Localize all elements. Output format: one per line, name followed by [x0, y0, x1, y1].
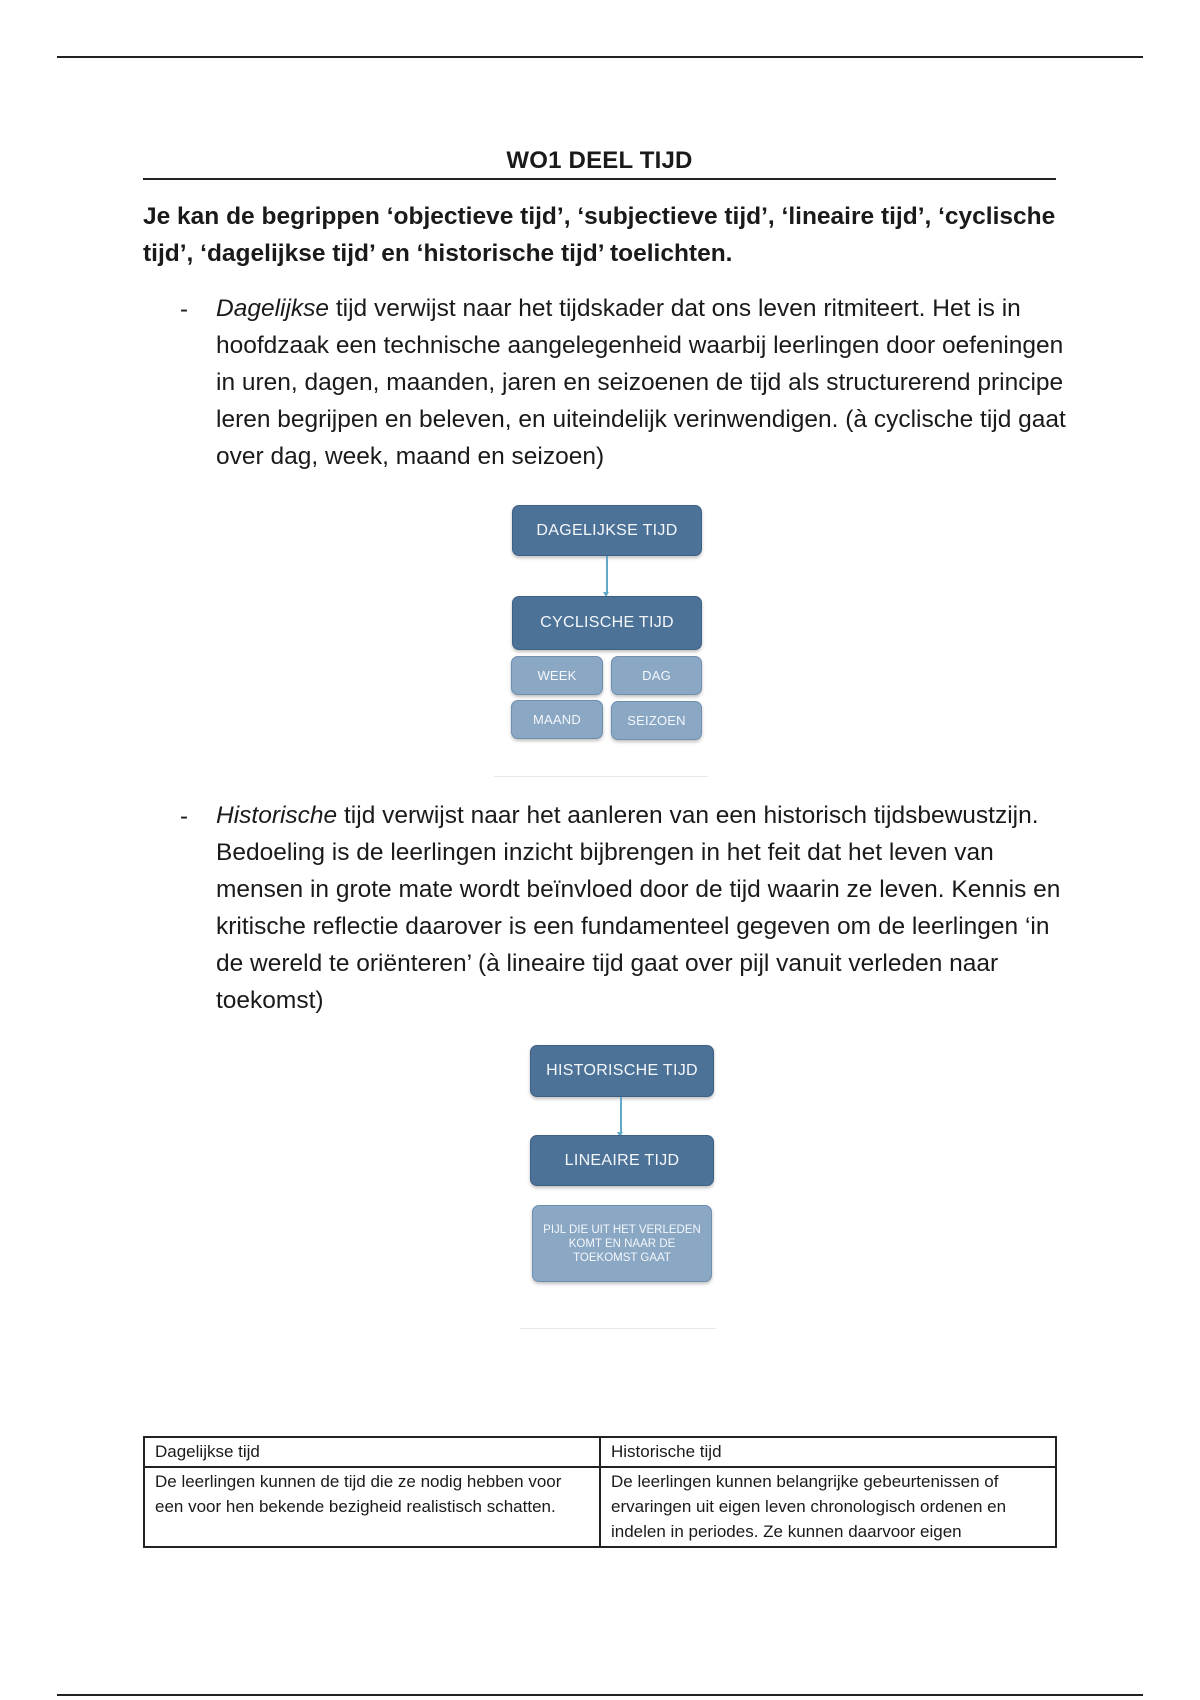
- diagram-box-historical-time: HISTORISCHE TIJD: [530, 1045, 714, 1097]
- diagram-connector-arrow: [606, 556, 608, 594]
- page-bottom-rule: [57, 1694, 1143, 1696]
- outcomes-table: [143, 1436, 1057, 1548]
- diagram-box-week: WEEK: [511, 656, 603, 695]
- diagram-connector-arrow: [620, 1097, 622, 1134]
- bullet-body: tijd verwijst naar het aanleren van een historisch tijdsbewustzijn. Bedoeling is de leerlingen inzicht bijbrengen in het feit dat het leven van mensen in grote mate wordt beïnvloed door de tijd waarin ze leven. Kennis en kritische reflectie daarover is een fundamenteel gegeven om de leerlingen ‘in de wereld te oriënteren’ (à lineaire tijd gaat over pijl vanuit verleden naar toekomst): [216, 802, 1061, 1014]
- learning-objective: Je kan de begrippen ‘objectieve tijd’, ‘subjectieve tijd’, ‘lineaire tijd’, ‘cyclische tijd’, ‘dagelijkse tijd’ en ‘historische tijd’ toelichten.: [143, 203, 1056, 267]
- title-underline: [143, 178, 1056, 180]
- table-header-historical: Historische tijd: [600, 1437, 1056, 1467]
- diagram-frame-line: [494, 776, 708, 777]
- bullet-daily-time: [216, 290, 1066, 475]
- bullet-historical-time: [216, 797, 1066, 1019]
- bullet-term: Historische: [216, 802, 338, 829]
- diagram-box-linear-time: LINEAIRE TIJD: [530, 1135, 714, 1186]
- page-top-rule: [57, 56, 1143, 58]
- table-cell-historical: De leerlingen kunnen belangrijke gebeurtenissen of ervaringen uit eigen leven chronologisch ordenen en indelen in periodes. Ze kunnen daarvoor eigen: [600, 1467, 1056, 1547]
- diagram-frame-line: [520, 1328, 716, 1329]
- table-header-daily: Dagelijkse tijd: [144, 1437, 600, 1467]
- diagram-box-season: SEIZOEN: [611, 701, 702, 740]
- diagram-box-daily-time: DAGELIJKSE TIJD: [512, 505, 702, 556]
- table-row: [144, 1467, 1056, 1547]
- page-title: WO1 DEEL TIJD: [506, 147, 693, 174]
- table-cell-daily: De leerlingen kunnen de tijd die ze nodig hebben voor een voor hen bekende bezigheid realistisch schatten.: [144, 1467, 600, 1547]
- bullet-dash: -: [180, 803, 188, 830]
- bullet-term: Dagelijkse: [216, 295, 330, 322]
- diagram-box-arrow-past-future: PIJL DIE UIT HET VERLEDEN KOMT EN NAAR DE TOEKOMST GAAT: [532, 1205, 712, 1282]
- bullet-dash: -: [180, 296, 188, 323]
- diagram-box-day: DAG: [611, 656, 702, 695]
- diagram-box-cyclic-time: CYCLISCHE TIJD: [512, 596, 702, 650]
- diagram-box-month: MAAND: [511, 700, 603, 739]
- table-header-row: [144, 1437, 1056, 1467]
- bullet-body: tijd verwijst naar het tijdskader dat ons leven ritmiteert. Het is in hoofdzaak een technische aangelegenheid waarbij leerlingen door oefeningen in uren, dagen, maanden, jaren en seizoenen de tijd als structurerend principe leren begrijpen en beleven, en uiteindelijk verinwendigen. (à cyclische tijd gaat over dag, week, maand en seizoen): [216, 295, 1066, 470]
